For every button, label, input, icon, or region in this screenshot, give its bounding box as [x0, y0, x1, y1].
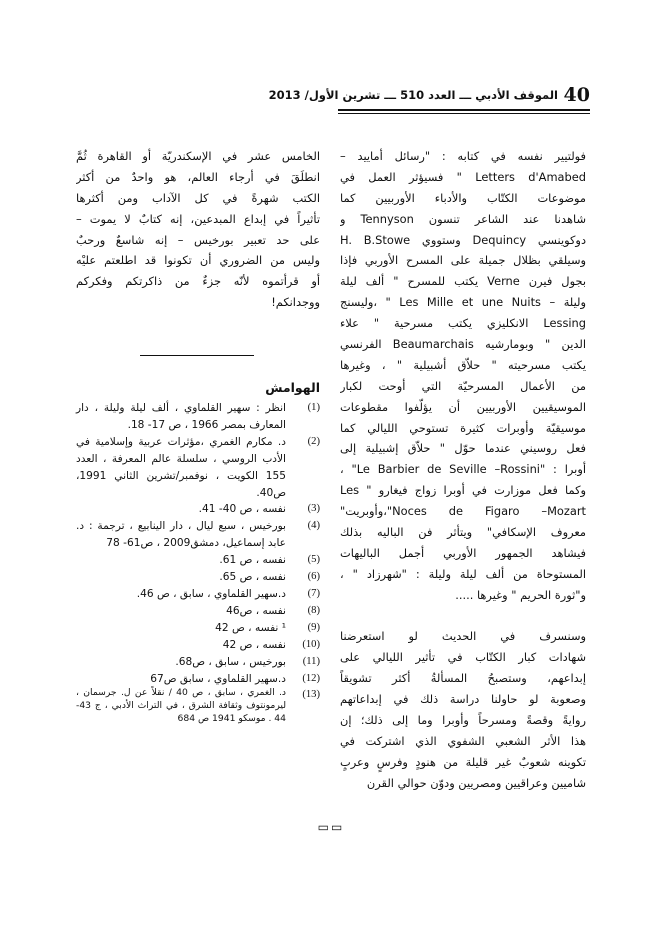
text-line: وصعوبة لو حاولنا دراسة ذلك في إبداعاتهم [340, 692, 586, 707]
running-header [268, 82, 590, 108]
text-line: انطلَقَ في أرجاء العالم، هو واحدٌ من أكثر [76, 169, 320, 184]
text-line: شاهدنا عند الشاعر تنسون Tennyson و [340, 211, 586, 226]
footnote-number: (11) [302, 655, 320, 667]
footnote-item [76, 603, 320, 620]
text-line: فيشاهد الجمهور الأوربي أجمل الباليهات [340, 545, 586, 560]
footnote-item [76, 637, 320, 654]
text-line: تكوينه شعوبٌ غير قليلة من هنودٍ وفرسٍ وعربٍ [340, 754, 586, 769]
footnote-text: نفسه ، ص 40- 41. [198, 503, 286, 516]
footnote-number: (5) [307, 554, 320, 566]
footnote-text: انظر : سهير القلماوي ، ألف ليلة وليلة ، دار المعارف بمصر 1966 ، ص 17- 18. [76, 402, 286, 431]
text-line: وسيلقي بظلال جميلة على المسرح الأوربي فإذا [340, 253, 586, 268]
text-line: موسيقيّة وأوبرات كثيرة تستوحي الليالي كما [340, 420, 586, 435]
footnote-number: (13) [302, 689, 320, 701]
footnote-item [76, 552, 320, 569]
footnote-number: (12) [302, 672, 320, 684]
footer-mark: ▭▭ [317, 820, 345, 834]
text-line: Noces de Figaro –Mozart"،وأوبريت" [340, 504, 586, 519]
footnote-number: (3) [307, 503, 320, 515]
footnotes-list [76, 400, 320, 725]
footnote-text: د. مكارم الغمري ،مؤثرات عربية وإسلامية في الأدب الروسي ، سلسلة عالم المعرفة ، العدد 155 الكويت ، نوفمبر/تشرين الثاني 1991، ص40. [76, 435, 286, 499]
header-rule [338, 109, 590, 111]
text-line: أو قرأتموه لأنّه جزءٌ من ذاكرتكم وفكركم [76, 274, 320, 289]
footnote-separator [140, 355, 254, 356]
text-line: الخامس عشر في الإسكندريّة أو القاهرة ثُمَّ [76, 149, 320, 163]
footnote-text: بورخيس ، سابق ، ص68. [175, 655, 286, 668]
text-line: أوبرا : "Le Barbier de Seville –Rossini" ، [340, 462, 586, 477]
page-number: 40 [563, 84, 590, 106]
footnote-text: نفسه ، ص 65. [219, 571, 286, 584]
right-column [340, 146, 586, 794]
footnote-number: (10) [302, 638, 320, 650]
footnote-item [76, 620, 320, 637]
footnote-item [76, 569, 320, 586]
text-line [340, 606, 586, 627]
footnote-number: (6) [307, 571, 320, 583]
footnote-text: د.سهير القلماوي ، سابق ، ص 46. [136, 587, 286, 600]
footnote-number: (7) [307, 587, 320, 599]
footnote-item [76, 687, 320, 725]
footnote-text: نفسه ، ص 61. [219, 554, 286, 567]
footnote-number: (9) [307, 621, 320, 633]
text-line: وليس من الضروري أن تكونوا قد اطلعتم عليْه [76, 253, 320, 268]
text-line: Lessing الانكليزي يكتب مسرحية " علاء [340, 316, 586, 331]
footnote-item [76, 654, 320, 671]
text-line: و"ثورة الحريم " وغيرها ..... [455, 587, 586, 602]
text-line: فولتيير نفسه في كتابه : "رسائل أماييد – [340, 149, 586, 163]
footnote-number: (4) [307, 520, 320, 532]
left-column [76, 146, 320, 313]
text-line: شهادات كبار الكتّاب في تأثير الليالي على [340, 650, 586, 665]
text-line: روايةً وقصةً ومسرحاً وأوبرا وما إلى ذلك؛ إن [340, 713, 586, 728]
footnote-text: نفسه ، ص46 [226, 604, 286, 617]
text-line: بجول فيرن Verne يكتب للمسرح " ألف ليلة [340, 274, 586, 289]
footnote-number: (8) [307, 604, 320, 616]
footnote-text: ¹ نفسه ، ص 42 [215, 621, 286, 634]
text-line: الموسيقيين الأوربيين أن يؤلّفوا مقطوعات [340, 399, 586, 414]
text-line: الدين " وبومارشيه Beaumarchais الفرنسي [340, 337, 586, 352]
text-line: الكتب شهرةً في كل الآداب ومن أكثرها [76, 190, 320, 205]
footnote-number: (2) [307, 435, 320, 447]
text-line: Letters d'Amabed " فسيؤثر العمل في [340, 169, 586, 184]
text-line: فعل روسيني عندما حوّل " حلاّق إشبيلية إلى [340, 441, 586, 456]
footnote-number: (1) [307, 402, 320, 413]
text-line: هذا الأثر الشعبي الشفوي الذي اشتركت في [340, 733, 586, 748]
journal-title: الموقف الأدبي ـــ العدد 510 ـــ تشرين الأول/ 2013 [268, 88, 558, 102]
footnote-text: نفسه ، ص 42 [222, 638, 286, 651]
footnote-text: د.سهير القلماوي ، سابق ص67 [150, 672, 286, 685]
text-line: تأثيراً في إبداع المبدعين، إنه كتابٌ لا يموت – [76, 211, 320, 226]
footnote-item [76, 586, 320, 603]
footnote-item [76, 671, 320, 688]
footnote-text: بورخيس ، سبع ليال ، دار الينابيع ، ترجمة : د. عابد إسماعيل، دمشق2009 ، ص61- 78 [76, 520, 286, 550]
footnote-item [76, 501, 320, 518]
text-line: على حد تعبير بورخيس – إنه شاسعٌ ورحبٌ [76, 232, 320, 247]
text-line: ووجدانكم! [271, 295, 320, 310]
footnote-text: د. الغمري ، سابق ، ص 40 / نقلاً عن ل. جرسمان ، ليرمونتوف وثقافة الشرق ، في التراث الأدبي ، ج 43-44 . موسكو 1941 ص 684 [76, 687, 286, 724]
text-line: موضوعات الكتّاب والأدباء الأوربيين كما [340, 190, 586, 205]
header-rule-thin [338, 113, 590, 114]
text-line: إبداعهم، وستصبحُ المسألةُ أكثر تشويقاً [340, 671, 586, 686]
text-line: من الأعمال المسرحيّة التي أوحت لكبار [340, 378, 586, 393]
text-line: وكما فعل موزارت في أوبرا زواج فيغارو " Les [340, 483, 586, 498]
footnote-item [76, 518, 320, 552]
text-line: شاميين وعراقيين ومصريين ودوّن حوالي القرن [366, 775, 586, 790]
footnote-item [76, 400, 320, 434]
text-line: وسنسرف في الحديث لو استعرضنا [340, 629, 586, 644]
text-line: دوكوينسي Dequincy وستووي H. B.Stowe [340, 232, 586, 247]
text-line: معروف الإسكافي" ويتأثر فن الباليه بذلك [340, 525, 586, 540]
footnote-item [76, 434, 320, 502]
footnotes-title: الهوامش [265, 380, 320, 395]
text-line: يكتب مسرحيته " حلاّق أشبيلية " ، وغيرها [340, 357, 586, 372]
text-line: وليلة – Les Mille et une Nuits " ،وليسنج [340, 295, 586, 310]
text-line: المستوحاة من ألف ليلة وليلة : "شهرزاد " ، [340, 566, 586, 581]
